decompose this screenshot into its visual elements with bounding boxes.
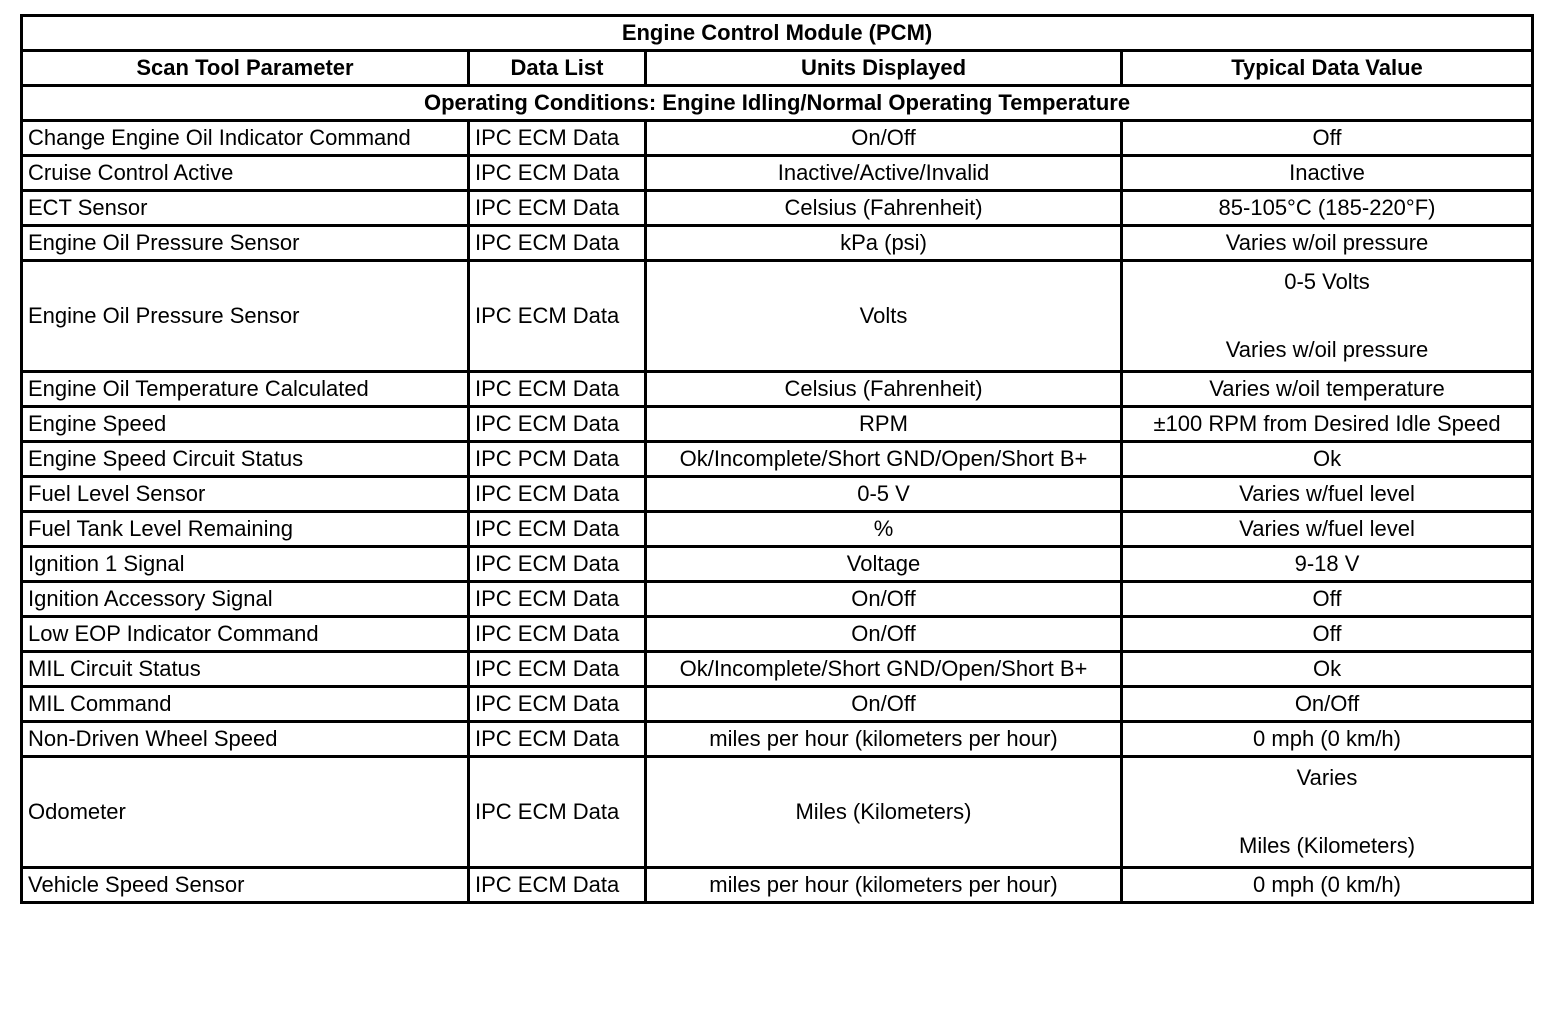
parameter-cell: Engine Oil Pressure Sensor xyxy=(22,226,469,261)
units-cell: Miles (Kilometers) xyxy=(646,757,1122,868)
parameter-cell: Fuel Tank Level Remaining xyxy=(22,512,469,547)
parameter-cell: ECT Sensor xyxy=(22,191,469,226)
data-list-cell: IPC ECM Data xyxy=(469,477,646,512)
parameter-cell: Engine Speed Circuit Status xyxy=(22,442,469,477)
parameter-cell: Ignition 1 Signal xyxy=(22,547,469,582)
value-cell: Off xyxy=(1122,582,1533,617)
value-cell: On/Off xyxy=(1122,687,1533,722)
table-row xyxy=(22,372,1533,407)
table-row xyxy=(22,156,1533,191)
value-cell: Off xyxy=(1122,121,1533,156)
value-cell: Ok xyxy=(1122,652,1533,687)
table-row xyxy=(22,407,1533,442)
parameter-cell: Fuel Level Sensor xyxy=(22,477,469,512)
value-cell: Off xyxy=(1122,617,1533,652)
data-list-cell: IPC ECM Data xyxy=(469,687,646,722)
data-list-cell: IPC ECM Data xyxy=(469,868,646,903)
table-row xyxy=(22,442,1533,477)
value-cell: Varies w/fuel level xyxy=(1122,477,1533,512)
table-row xyxy=(22,722,1533,757)
table-row xyxy=(22,652,1533,687)
value-cell: Varies w/oil temperature xyxy=(1122,372,1533,407)
table-row xyxy=(22,757,1533,868)
units-cell: Ok/Incomplete/Short GND/Open/Short B+ xyxy=(646,442,1122,477)
data-list-cell: IPC ECM Data xyxy=(469,547,646,582)
table-row xyxy=(22,226,1533,261)
parameter-cell: Vehicle Speed Sensor xyxy=(22,868,469,903)
units-cell: RPM xyxy=(646,407,1122,442)
value-line-2: Miles (Kilometers) xyxy=(1239,833,1416,858)
units-cell: Inactive/Active/Invalid xyxy=(646,156,1122,191)
data-list-cell: IPC ECM Data xyxy=(469,582,646,617)
data-list-cell: IPC ECM Data xyxy=(469,261,646,372)
parameter-cell: Change Engine Oil Indicator Command xyxy=(22,121,469,156)
data-list-cell: IPC ECM Data xyxy=(469,121,646,156)
header-data-list: Data List xyxy=(469,51,646,86)
units-cell: miles per hour (kilometers per hour) xyxy=(646,722,1122,757)
data-list-cell: IPC ECM Data xyxy=(469,512,646,547)
value-line-1: Varies xyxy=(1296,765,1358,790)
units-cell: 0-5 V xyxy=(646,477,1122,512)
units-cell: On/Off xyxy=(646,121,1122,156)
table-row xyxy=(22,191,1533,226)
parameter-cell: Low EOP Indicator Command xyxy=(22,617,469,652)
units-cell: Voltage xyxy=(646,547,1122,582)
units-cell: On/Off xyxy=(646,582,1122,617)
data-list-cell: IPC ECM Data xyxy=(469,372,646,407)
table-row xyxy=(22,512,1533,547)
parameter-cell: Engine Speed xyxy=(22,407,469,442)
data-list-cell: IPC ECM Data xyxy=(469,722,646,757)
table-row xyxy=(22,261,1533,372)
data-list-cell: IPC ECM Data xyxy=(469,156,646,191)
parameter-cell: Ignition Accessory Signal xyxy=(22,582,469,617)
parameter-cell: Odometer xyxy=(22,757,469,868)
data-list-cell: IPC ECM Data xyxy=(469,191,646,226)
units-cell: miles per hour (kilometers per hour) xyxy=(646,868,1122,903)
table-row xyxy=(22,121,1533,156)
value-cell xyxy=(1122,261,1533,372)
value-cell: Varies w/fuel level xyxy=(1122,512,1533,547)
parameter-cell: Engine Oil Pressure Sensor xyxy=(22,261,469,372)
table-header-row xyxy=(22,51,1533,86)
operating-conditions: Operating Conditions: Engine Idling/Normal Operating Temperature xyxy=(22,86,1533,121)
value-cell: 85-105°C (185-220°F) xyxy=(1122,191,1533,226)
parameter-cell: Cruise Control Active xyxy=(22,156,469,191)
table-row xyxy=(22,547,1533,582)
value-line-2: Varies w/oil pressure xyxy=(1225,337,1429,362)
table-row xyxy=(22,687,1533,722)
units-cell: Celsius (Fahrenheit) xyxy=(646,372,1122,407)
units-cell: On/Off xyxy=(646,687,1122,722)
value-line-1: 0-5 Volts xyxy=(1284,269,1370,294)
units-cell: kPa (psi) xyxy=(646,226,1122,261)
data-list-cell: IPC ECM Data xyxy=(469,617,646,652)
value-cell: 0 mph (0 km/h) xyxy=(1122,868,1533,903)
value-cell: 9-18 V xyxy=(1122,547,1533,582)
table-title-row xyxy=(22,16,1533,51)
units-cell: Celsius (Fahrenheit) xyxy=(646,191,1122,226)
data-list-cell: IPC ECM Data xyxy=(469,757,646,868)
ecm-data-table xyxy=(20,14,1534,904)
table-row xyxy=(22,477,1533,512)
document-sheet xyxy=(20,14,1534,904)
table-row xyxy=(22,582,1533,617)
table-row xyxy=(22,617,1533,652)
table-title: Engine Control Module (PCM) xyxy=(22,16,1533,51)
data-list-cell: IPC PCM Data xyxy=(469,442,646,477)
data-list-cell: IPC ECM Data xyxy=(469,407,646,442)
operating-conditions-row xyxy=(22,86,1533,121)
table-row xyxy=(22,868,1533,903)
header-typical-data-value: Typical Data Value xyxy=(1122,51,1533,86)
units-cell: On/Off xyxy=(646,617,1122,652)
parameter-cell: Non-Driven Wheel Speed xyxy=(22,722,469,757)
header-units-displayed: Units Displayed xyxy=(646,51,1122,86)
parameter-cell: MIL Command xyxy=(22,687,469,722)
data-list-cell: IPC ECM Data xyxy=(469,652,646,687)
data-list-cell: IPC ECM Data xyxy=(469,226,646,261)
value-cell: ±100 RPM from Desired Idle Speed xyxy=(1122,407,1533,442)
units-cell: Volts xyxy=(646,261,1122,372)
parameter-cell: Engine Oil Temperature Calculated xyxy=(22,372,469,407)
parameter-cell: MIL Circuit Status xyxy=(22,652,469,687)
units-cell: % xyxy=(646,512,1122,547)
value-cell xyxy=(1122,757,1533,868)
value-cell: Inactive xyxy=(1122,156,1533,191)
header-scan-tool-parameter: Scan Tool Parameter xyxy=(22,51,469,86)
value-cell: Varies w/oil pressure xyxy=(1122,226,1533,261)
units-cell: Ok/Incomplete/Short GND/Open/Short B+ xyxy=(646,652,1122,687)
value-cell: 0 mph (0 km/h) xyxy=(1122,722,1533,757)
value-cell: Ok xyxy=(1122,442,1533,477)
